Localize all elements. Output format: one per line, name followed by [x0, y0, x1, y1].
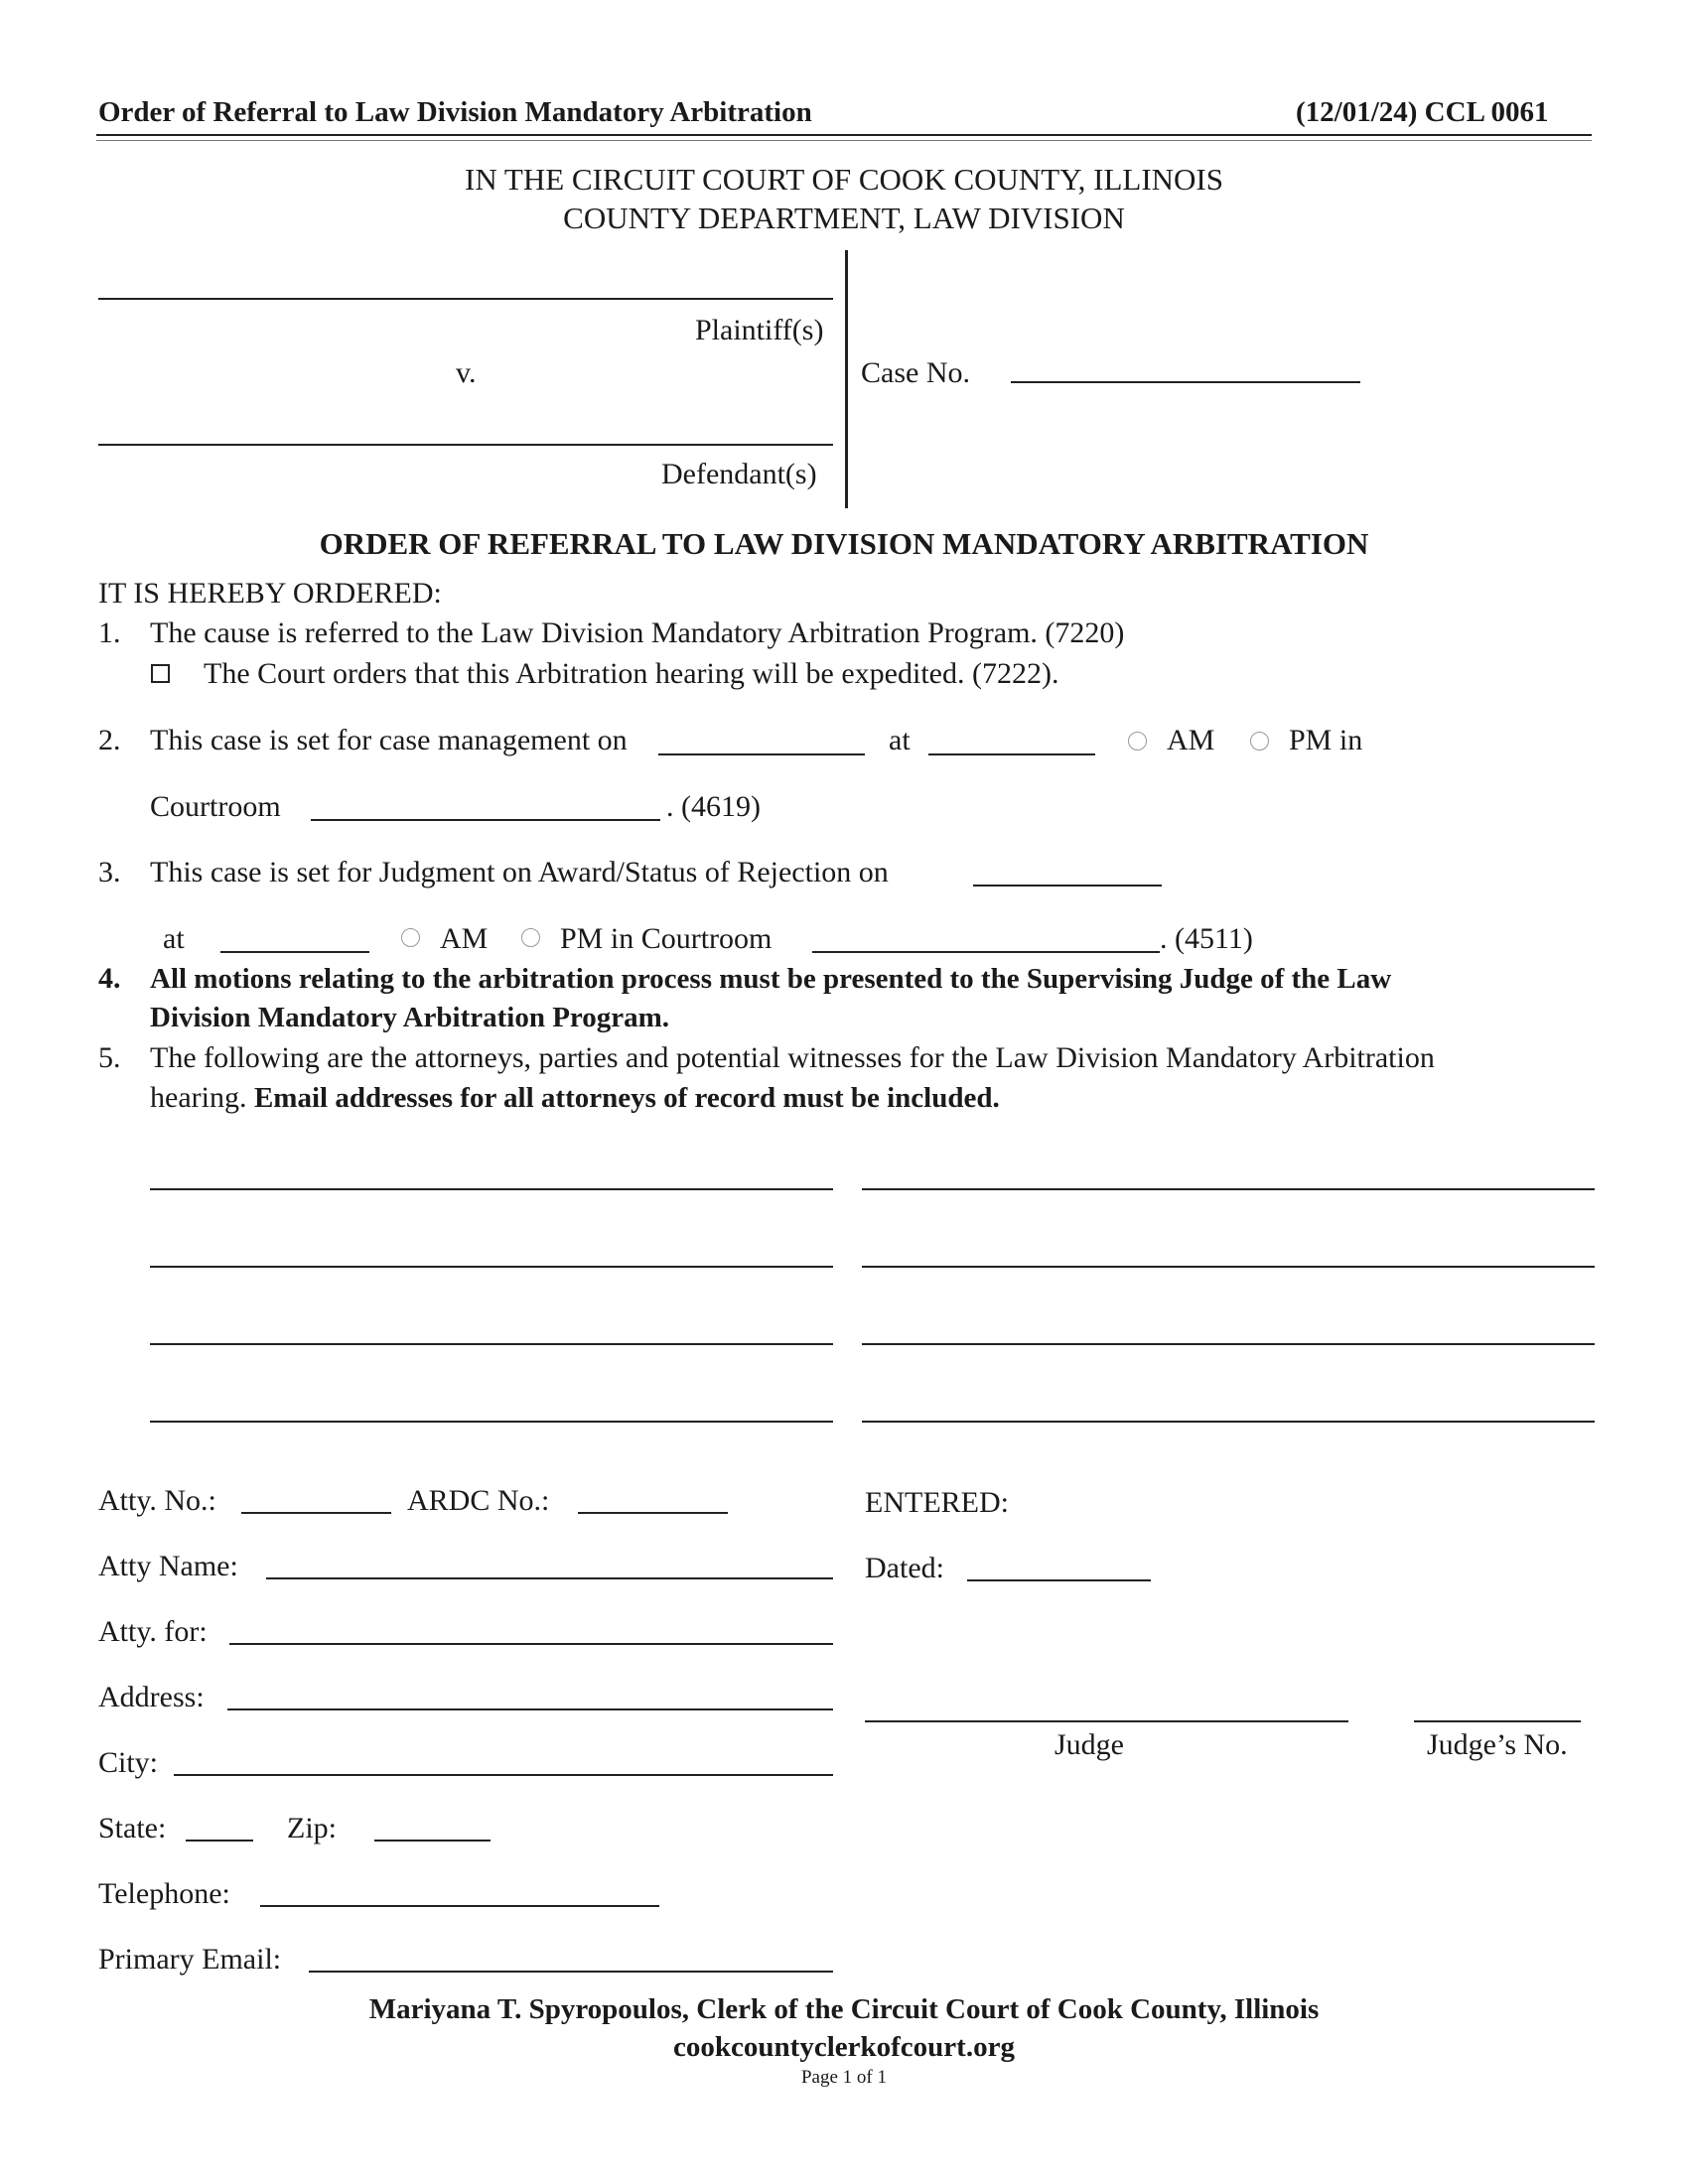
- item2-am-radio[interactable]: [1128, 732, 1147, 751]
- header-rule-thin: [96, 140, 1592, 141]
- email-field[interactable]: [309, 1939, 833, 1973]
- atty-for-label: Atty. for:: [98, 1615, 208, 1648]
- item2-number: 2.: [98, 724, 121, 756]
- footer-clerk: Mariyana T. Spyropoulos, Clerk of the Circuit Court of Cook County, Illinois: [368, 1993, 1320, 2025]
- item3-am-label: AM: [440, 922, 489, 955]
- party-line-left-3[interactable]: [150, 1311, 833, 1345]
- item4-line1: All motions relating to the arbitration process must be presented to the Supervising Judge of the Law: [150, 963, 1392, 995]
- footer-page-number: Page 1 of 1: [800, 2067, 887, 2088]
- court-department: COUNTY DEPARTMENT, LAW DIVISION: [563, 201, 1125, 235]
- atty-for-field[interactable]: [229, 1611, 833, 1645]
- judgment-courtroom-field[interactable]: [812, 919, 1160, 953]
- judgment-date-field[interactable]: [973, 853, 1162, 887]
- party-line-left-1[interactable]: [150, 1157, 833, 1190]
- party-line-left-4[interactable]: [150, 1389, 833, 1423]
- versus-label: v.: [456, 356, 477, 389]
- item3-at-label: at: [163, 922, 185, 955]
- item5-line2-plain: hearing.: [150, 1081, 247, 1114]
- address-field[interactable]: [227, 1677, 833, 1710]
- case-management-courtroom-field[interactable]: [311, 787, 660, 821]
- ardc-no-field[interactable]: [578, 1480, 728, 1514]
- case-management-time-field[interactable]: [928, 722, 1095, 755]
- judge-no-label: Judge’s No.: [1427, 1728, 1568, 1761]
- item2-courtroom-label: Courtroom: [150, 790, 281, 823]
- item5-number: 5.: [98, 1041, 121, 1074]
- judge-no-field[interactable]: [1414, 1689, 1581, 1722]
- party-line-right-3[interactable]: [862, 1311, 1595, 1345]
- expedited-text: The Court orders that this Arbitration hearing will be expedited. (7222).: [204, 657, 1059, 690]
- item5-line1: The following are the attorneys, parties and potential witnesses for the Law Division Mandatory Arbitration: [150, 1041, 1435, 1074]
- party-line-right-4[interactable]: [862, 1389, 1595, 1423]
- judgment-time-field[interactable]: [220, 919, 369, 953]
- item3-text: This case is set for Judgment on Award/Status of Rejection on: [150, 856, 889, 888]
- form-title: Order of Referral to Law Division Mandatory Arbitration: [98, 96, 812, 128]
- atty-name-field[interactable]: [266, 1546, 833, 1579]
- item4-line2: Division Mandatory Arbitration Program.: [150, 1002, 670, 1033]
- case-management-date-field[interactable]: [658, 722, 865, 755]
- item3-am-radio[interactable]: [401, 928, 420, 947]
- city-field[interactable]: [174, 1742, 833, 1776]
- atty-name-label: Atty Name:: [98, 1550, 238, 1582]
- atty-no-label: Atty. No.:: [98, 1484, 216, 1517]
- dated-label: Dated:: [865, 1552, 944, 1584]
- party-line-right-2[interactable]: [862, 1234, 1595, 1268]
- order-intro: IT IS HEREBY ORDERED:: [98, 577, 442, 610]
- zip-field[interactable]: [374, 1808, 491, 1842]
- item2-code: . (4619): [666, 790, 761, 823]
- address-label: Address:: [98, 1681, 205, 1713]
- defendant-field[interactable]: [98, 412, 833, 446]
- item1-text: The cause is referred to the Law Division Mandatory Arbitration Program. (7220): [150, 616, 1125, 649]
- party-line-left-2[interactable]: [150, 1234, 833, 1268]
- party-line-right-1[interactable]: [862, 1157, 1595, 1190]
- item3-code: . (4511): [1160, 922, 1253, 955]
- item5-line2: [150, 1080, 1000, 1116]
- item2-pm-radio[interactable]: [1250, 732, 1269, 751]
- item4-number: 4.: [98, 962, 121, 995]
- case-no-label: Case No.: [861, 356, 970, 389]
- item5-line2-bold: Email addresses for all attorneys of record must be included.: [253, 1082, 1000, 1114]
- expedited-checkbox[interactable]: [151, 664, 170, 683]
- case-no-field[interactable]: [1011, 349, 1360, 383]
- dated-field[interactable]: [967, 1548, 1151, 1581]
- telephone-label: Telephone:: [98, 1877, 230, 1910]
- state-field[interactable]: [186, 1808, 253, 1842]
- header-rule: [96, 134, 1592, 136]
- caption-divider: [845, 250, 848, 508]
- item3-number: 3.: [98, 856, 121, 888]
- judge-label: Judge: [1055, 1728, 1124, 1761]
- footer-website: cookcountyclerkofcourt.org: [673, 2031, 1015, 2063]
- state-label: State:: [98, 1812, 167, 1844]
- zip-label: Zip:: [287, 1812, 337, 1844]
- city-label: City:: [98, 1746, 159, 1779]
- telephone-field[interactable]: [260, 1873, 659, 1907]
- ardc-no-label: ARDC No.:: [407, 1484, 550, 1517]
- plaintiff-label: Plaintiff(s): [695, 314, 824, 346]
- item3-pm-label: PM in Courtroom: [560, 922, 773, 955]
- item1-number: 1.: [98, 616, 121, 649]
- order-title: ORDER OF REFERRAL TO LAW DIVISION MANDATORY ARBITRATION: [319, 526, 1369, 561]
- form-code: (12/01/24) CCL 0061: [1296, 96, 1549, 128]
- entered-label: ENTERED:: [865, 1486, 1009, 1519]
- item2-text: This case is set for case management on: [150, 724, 628, 756]
- item2-am-label: AM: [1167, 724, 1215, 756]
- atty-no-field[interactable]: [241, 1480, 391, 1514]
- item3-pm-radio[interactable]: [521, 928, 540, 947]
- item2-pm-label: PM in: [1289, 724, 1363, 756]
- judge-signature-field[interactable]: [865, 1689, 1348, 1722]
- email-label: Primary Email:: [98, 1943, 282, 1976]
- defendant-label: Defendant(s): [661, 458, 817, 490]
- plaintiff-field[interactable]: [98, 266, 833, 300]
- court-name: IN THE CIRCUIT COURT OF COOK COUNTY, ILLINOIS: [465, 162, 1223, 197]
- item2-at-label: at: [889, 724, 911, 756]
